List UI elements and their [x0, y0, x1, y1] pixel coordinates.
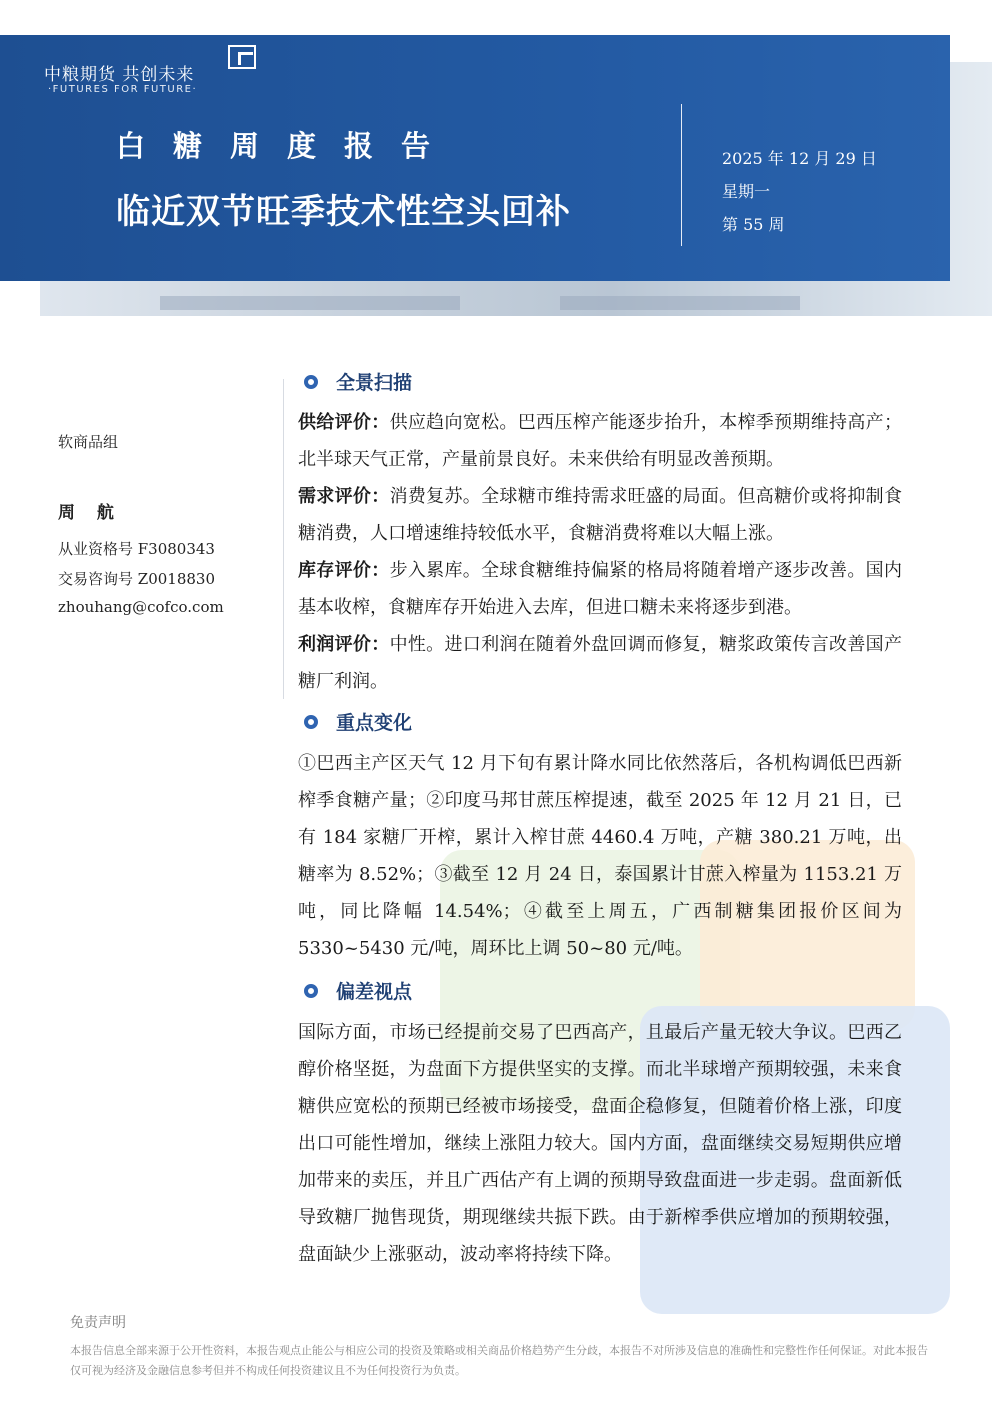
item-text: 中性。进口利润在随着外盘回调而修复，糖浆政策传言改善国产糖厂利润。	[298, 634, 902, 692]
sidebar-divider	[283, 379, 284, 699]
report-type: 白糖周度报告	[116, 129, 459, 163]
overview-paragraph	[298, 404, 902, 700]
item-label: 供给评价：	[298, 412, 390, 433]
logo-mark-icon	[228, 45, 256, 69]
header-divider	[681, 104, 682, 246]
logo-text: 中粮期货 共创未来	[44, 65, 195, 85]
changes-text: ①巴西主产区天气 12 月下旬有累计降水同比依然落后，各机构调低巴西新榨季食糖产量；②印度马邦甘蔗压榨提速，截至 2025 年 12 月 21 日，已有 184 家糖厂开榨，累计入榨甘蔗 4460.4 万吨，产糖 380.21 万吨，出糖率为 8.52%；③截至 12 月 24 日，泰国累计甘蔗入榨量为 1153.21 万吨，同比降幅 14.54%；④截至上周五，广西制糖集团报价区间为 5330~5430 元/吨，周环比上调 50~80 元/吨。	[298, 753, 902, 959]
logo-tagline: ·FUTURES FOR FUTURE·	[48, 84, 198, 95]
overview-item	[298, 478, 902, 552]
overview-item	[298, 552, 902, 626]
bullet-circle-icon	[304, 715, 318, 729]
item-text: 步入累库。全球食糖维持偏紧的格局将随着增产逐步改善。国内基本收榨，食糖库存开始进入去库，但进口糖未来将逐步到港。	[298, 560, 902, 618]
section-overview-heading	[300, 368, 412, 395]
deviation-text: 国际方面，市场已经提前交易了巴西高产，且最后产量无较大争议。巴西乙醇价格坚挺，为盘面下方提供坚实的支撑。而北半球增产预期较强，未来食糖供应宽松的预期已经被市场接受，盘面企稳修复，但随着价格上涨，印度出口可能性增加，继续上涨阻力较大。国内方面，盘面继续交易短期供应增加带来的卖压，并且广西估产有上调的预期导致盘面进一步走弱。盘面新低导致糖厂抛售现货，期现继续共振下跌。由于新榨季供应增加的预期较强，盘面缺少上涨驱动，波动率将持续下降。	[298, 1022, 902, 1265]
disclaimer-title: 免责声明	[70, 1315, 126, 1331]
changes-paragraph	[298, 745, 902, 967]
overview-item	[298, 626, 902, 700]
qualification-number: 从业资格号 F3080343	[58, 540, 215, 558]
report-week-number: 第 55 周	[722, 215, 785, 234]
consult-number: 交易咨询号 Z0018830	[58, 570, 215, 588]
report-title: 临近双节旺季技术性空头回补	[116, 192, 571, 232]
item-label: 库存评价：	[298, 560, 390, 581]
item-label: 利润评价：	[298, 634, 390, 655]
disclaimer-text: 本报告信息全部来源于公开性资料，本报告观点止能公与相应公司的投资及策略或相关商品价格趋势产生分歧，本报告不对所涉及信息的准确性和完整性作任何保证。对此本报告仅可视为经济及金融信息参考但并不构成任何投资建议且不为任何投资行为负责。	[70, 1344, 928, 1377]
section-title: 全景扫描	[336, 372, 413, 394]
section-title: 重点变化	[336, 712, 413, 734]
item-label: 需求评价：	[298, 486, 390, 507]
item-text: 供应趋向宽松。巴西压榨产能逐步抬升，本榨季预期维持高产；北半球天气正常，产量前景良好。未来供给有明显改善预期。	[298, 412, 902, 470]
section-title: 偏差视点	[336, 981, 413, 1003]
author-name: 周 航	[58, 503, 122, 523]
report-weekday: 星期一	[722, 182, 771, 201]
author-email[interactable]: zhouhang@cofco.com	[58, 598, 224, 616]
overview-item	[298, 404, 902, 478]
section-deviation-heading	[300, 977, 412, 1004]
deviation-paragraph	[298, 1014, 902, 1273]
item-text: 消费复苏。全球糖市维持需求旺盛的局面。但高糖价或将抑制食糖消费，人口增速维持较低水平，食糖消费将难以大幅上涨。	[298, 486, 902, 544]
bullet-circle-icon	[304, 984, 318, 998]
team-name: 软商品组	[58, 433, 119, 451]
section-changes-heading	[300, 708, 412, 735]
report-date: 2025 年 12 月 29 日	[722, 149, 877, 168]
bullet-circle-icon	[304, 375, 318, 389]
